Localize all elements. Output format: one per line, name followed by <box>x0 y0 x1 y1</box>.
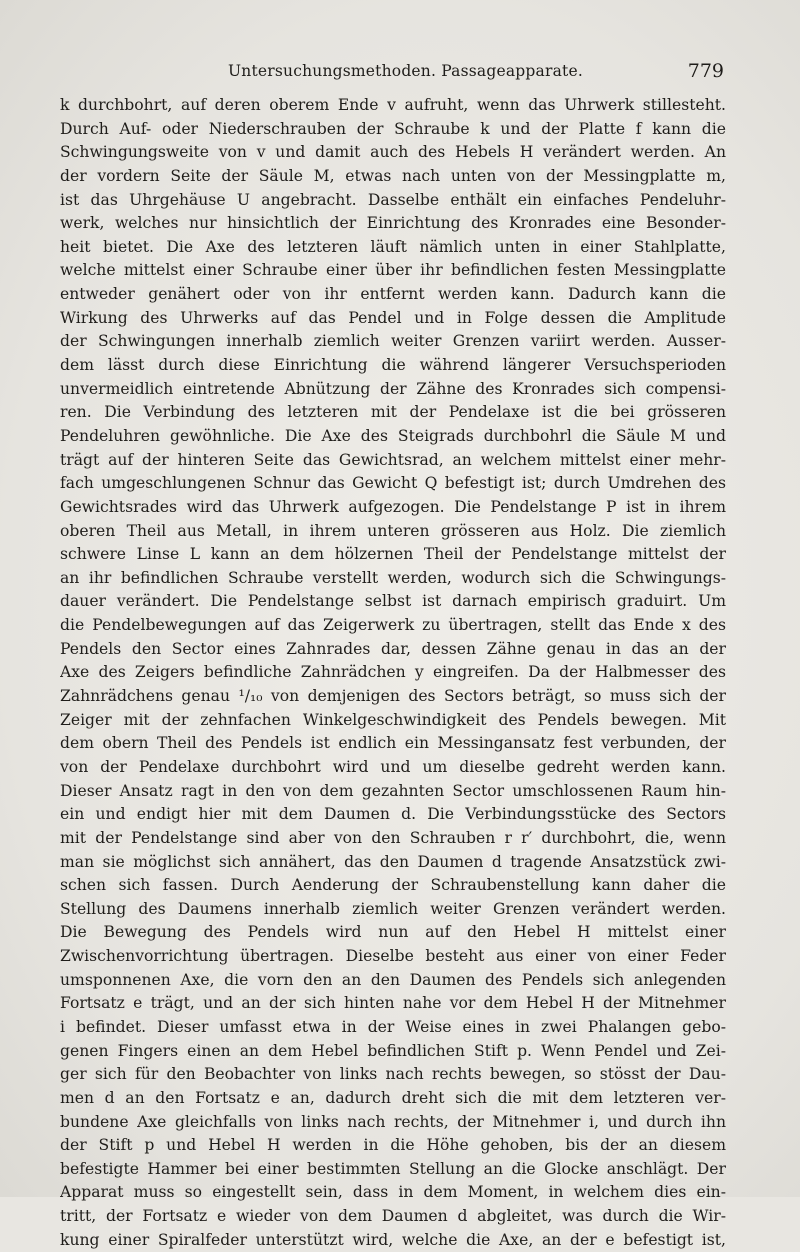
text-line: ein und endigt hier mit dem Daumen d. Die Verbindungsstücke des Sectors <box>60 805 726 824</box>
text-line: dauer verändert. Die Pendelstange selbst ist darnach empirisch graduirt. Um <box>60 592 726 611</box>
text-line: Die Bewegung des Pendels wird nun auf den Hebel H mittelst einer <box>60 923 726 942</box>
text-line: der vordern Seite der Säule M, etwas nach unten von der Messingplatte m, <box>60 166 726 185</box>
text-line: Axe des Zeigers befindliche Zahnrädchen y eingreifen. Da der Halbmesser des <box>60 663 726 682</box>
text-line: oberen Theil aus Metall, in ihrem unteren grösseren aus Holz. Die ziemlich <box>60 521 726 540</box>
text-line: Stellung des Daumens innerhalb ziemlich weiter Grenzen verändert werden. <box>60 899 726 918</box>
text-line: fach umgeschlungenen Schnur das Gewicht Q befestigt ist; durch Umdrehen des <box>60 474 726 493</box>
text-line: schwere Linse L kann an dem hölzernen Theil der Pendelstange mittelst der <box>60 545 726 564</box>
text-line: heit bietet. Die Axe des letzteren läuft nämlich unten in einer Stahlplatte, <box>60 237 726 256</box>
text-line: i befindet. Dieser umfasst etwa in der Weise eines in zwei Phalangen gebo- <box>60 1017 726 1036</box>
text-line: an ihr befindlichen Schraube verstellt werden, wodurch sich die Schwingungs- <box>60 568 726 587</box>
running-header-title: Untersuchungsmethoden. Passageapparate. <box>228 62 583 80</box>
text-line: der Stift p und Hebel H werden in die Höhe gehoben, bis der an diesem <box>60 1136 726 1155</box>
text-line: befestigte Hammer bei einer bestimmten Stellung an die Glocke anschlägt. Der <box>60 1159 726 1178</box>
text-line: trägt auf der hinteren Seite das Gewichtsrad, an welchem mittelst einer mehr- <box>60 450 726 469</box>
text-line: werk, welches nur hinsichtlich der Einrichtung des Kronrades eine Besonder- <box>60 214 726 233</box>
text-line: von der Pendelaxe durchbohrt wird und um dieselbe gedreht werden kann. <box>60 757 726 776</box>
text-line: dem lässt durch diese Einrichtung die während längerer Versuchsperioden <box>60 356 726 375</box>
text-line: umsponnenen Axe, die vorn den an den Daumen des Pendels sich anlegenden <box>60 970 726 989</box>
text-line: bundene Axe gleichfalls von links nach rechts, der Mitnehmer i, und durch ihn <box>60 1112 726 1131</box>
text-line: welche mittelst einer Schraube einer über ihr befindlichen festen Messingplatte <box>60 261 726 280</box>
text-line: Schwingungsweite von v und damit auch des Hebels H verändert werden. An <box>60 143 726 162</box>
body-text <box>60 94 726 1252</box>
text-line: genen Fingers einen an dem Hebel befindlichen Stift p. Wenn Pendel und Zei- <box>60 1041 726 1060</box>
text-line: Pendels den Sector eines Zahnrades dar, dessen Zähne genau in das an der <box>60 639 726 658</box>
text-line: schen sich fassen. Durch Aenderung der Schraubenstellung kann daher die <box>60 876 726 895</box>
text-line: Pendeluhren gewöhnliche. Die Axe des Steigrads durchbohrl die Säule M und <box>60 426 726 445</box>
text-line: Zwischenvorrichtung übertragen. Dieselbe besteht aus einer von einer Feder <box>60 947 726 966</box>
text-line: ger sich für den Beobachter von links nach rechts bewegen, so stösst der Dau- <box>60 1065 726 1084</box>
text-line: Fortsatz e trägt, und an der sich hinten nahe vor dem Hebel H der Mitnehmer <box>60 994 726 1013</box>
text-line: mit der Pendelstange sind aber von den Schrauben r r′ durchbohrt, die, wenn <box>60 828 726 847</box>
text-line: ren. Die Verbindung des letzteren mit der Pendelaxe ist die bei grösseren <box>60 403 726 422</box>
text-line: Wirkung des Uhrwerks auf das Pendel und in Folge dessen die Amplitude <box>60 308 726 327</box>
text-line: der Schwingungen innerhalb ziemlich weiter Grenzen variirt werden. Ausser- <box>60 332 726 351</box>
text-line: entweder genähert oder von ihr entfernt werden kann. Dadurch kann die <box>60 285 726 304</box>
text-line: Gewichtsrades wird das Uhrwerk aufgezogen. Die Pendelstange P ist in ihrem <box>60 497 726 516</box>
text-line: ist das Uhrgehäuse U angebracht. Dasselbe enthält ein einfaches Pendeluhr- <box>60 190 726 209</box>
text-line: kung einer Spiralfeder unterstützt wird, welche die Axe, an der e befestigt ist, <box>60 1230 726 1249</box>
text-line: die Pendelbewegungen auf das Zeigerwerk zu übertragen, stellt das Ende x des <box>60 616 726 635</box>
text-line: Zeiger mit der zehnfachen Winkelgeschwindigkeit des Pendels bewegen. Mit <box>60 710 726 729</box>
text-line: tritt, der Fortsatz e wieder von dem Daumen d abgleitet, was durch die Wir- <box>60 1207 726 1226</box>
text-line: man sie möglichst sich annähert, das den Daumen d tragende Ansatzstück zwi- <box>60 852 726 871</box>
text-line: Zahnrädchens genau ¹/₁₀ von demjenigen des Sectors beträgt, so muss sich der <box>60 687 726 706</box>
page-number: 779 <box>687 60 724 82</box>
text-line: Durch Auf- oder Niederschrauben der Schraube k und der Platte f kann die <box>60 119 726 138</box>
text-line: men d an den Fortsatz e an, dadurch dreht sich die mit dem letzteren ver- <box>60 1088 726 1107</box>
text-line: dem obern Theil des Pendels ist endlich ein Messingansatz fest verbunden, der <box>60 734 726 753</box>
text-line: Apparat muss so eingestellt sein, dass in dem Moment, in welchem dies ein- <box>60 1183 726 1202</box>
text-line: unvermeidlich eintretende Abnützung der Zähne des Kronrades sich compensi- <box>60 379 726 398</box>
text-line: k durchbohrt, auf deren oberem Ende v aufruht, wenn das Uhrwerk stillesteht. <box>60 96 726 114</box>
text-line: Dieser Ansatz ragt in den von dem gezahnten Sector umschlossenen Raum hin- <box>60 781 726 800</box>
